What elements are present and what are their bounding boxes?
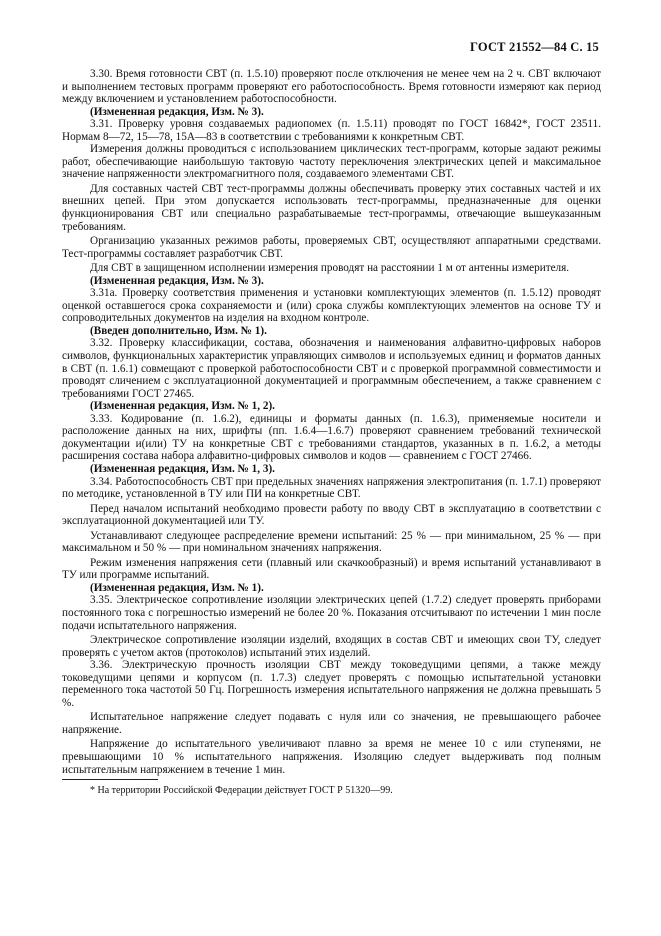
paragraph-3-33: 3.33. Кодирование (п. 1.6.2), единицы и форматы данных (п. 1.6.3), применяемые носители и расположение данных на них, шрифты (пп. 1.6.4—1.6.7) проверяют сравнением требований технической документации и(или) ТУ на конкретные СВТ с требованиями стандартов, указанных в п. 1.6.2, а методы расширения состава набора алфавитно-цифровых символов и кодов — сравнением с ГОСТ 27466. (62, 412, 601, 463)
paragraph-3-35: 3.35. Электрическое сопротивление изоляции электрических цепей (1.7.2) следует проверять приборами постоянного тока с погрешностью измерений не более 20 %. Показания отсчитывают по истечении 1 мин после подачи испытательного напряжения. (62, 594, 601, 632)
paragraph-3-32: 3.32. Проверку классификации, состава, обозначения и наименования алфавитно-цифровых наборов символов, функциональных характеристик управляющих символов и используемых единиц и форматов данных в СВТ (п. 1.6.1) совмещают с проверкой работоспособности СВТ и с проверкой программной совместимости и проводят сличением с эксплуатационной документацией и программным обеспечением, а также сравнением с требованиями ГОСТ 27465. (62, 337, 601, 400)
paragraph-3-31a: 3.31а. Проверку соответствия применения и установки комплектующих элементов (п. 1.5.12) проводят оценкой оставшегося срока сохраняемости и (или) срока службы комплектующих элементов на основе ТУ и сопроводительных документов на изделия на входном контроле. (62, 287, 601, 325)
paragraph-3-34: 3.34. Работоспособность СВТ при предельных значениях напряжения электропитания (п. 1.7.1) проверяют по методике, установленной в ТУ или ПИ на конкретные СВТ. (62, 475, 601, 501)
amendment-note: (Введен дополнительно, Изм. № 1). (90, 324, 267, 337)
footnote-rule (62, 779, 158, 780)
paragraph-3-36: 3.36. Электрическую прочность изоляции СВТ между токоведущими цепями, а также между токоведущими цепями и корпусом (п. 1.7.3) следует проверять с помощью испытательной установки переменного тока частотой 50 Гц. Погрешность измерения испытательного напряжения не должна превышать 5 %. (62, 659, 601, 709)
amendment-note: (Измененная редакция, Изм. № 3). (90, 274, 264, 287)
footnote: * На территории Российской Федерации действует ГОСТ Р 51320—99. (90, 785, 393, 796)
paragraph-3-31: 3.31. Проверку уровня создаваемых радиопомех (п. 1.5.11) проводят по ГОСТ 16842*, ГОСТ 23511. Нормам 8—72, 15—78, 15А—83 в соответствии с требованиями к конкретным СВТ. (62, 118, 601, 143)
paragraph: Режим изменения напряжения сети (плавный или скачкообразный) и время испытаний устанавливают в ТУ или программе испытаний. (62, 556, 601, 582)
paragraph: Организацию указанных режимов работы, проверяемых СВТ, осуществляют аппаратными средствами. Тест-программы составляет разработчик СВТ. (62, 235, 601, 260)
paragraph: Измерения должны проводиться с использованием циклических тест-программ, которые задают режимы работ, обеспечивающие наибольшую тактовую частоту переключения электрических цепей и максимальное значение напряженности электромагнитного поля, создаваемого элементами СВТ. (62, 143, 601, 181)
amendment-note: (Измененная редакция, Изм. № 1, 3). (90, 462, 275, 475)
paragraph: Для составных частей СВТ тест-программы должны обеспечивать проверку этих составных частей и их внешних цепей. При этом допускается использовать тест-программы, предназначенные для оценки функционирования СВТ или специально разрабатываемые тест-программы, отвечающие вышеуказанным требованиям. (62, 182, 601, 233)
amendment-note: (Измененная редакция, Изм. № 3). (90, 105, 264, 118)
running-head: ГОСТ 21552—84 С. 15 (470, 40, 599, 54)
paragraph: Устанавливают следующее распределение времени испытаний: 25 % — при минимальном, 25 % — при максимальном и 50 % — при номинальном значениях напряжения. (62, 529, 601, 555)
paragraph: Испытательное напряжение следует подавать с нуля или со значения, не превышающего рабочее напряжение. (62, 711, 601, 736)
paragraph: Для СВТ в защищенном исполнении измерения проводят на расстоянии 1 м от антенны измерителя. (90, 262, 570, 275)
document-body (62, 68, 601, 776)
paragraph: Перед началом испытаний необходимо провести работу по вводу СВТ в эксплуатацию в соответствии с эксплуатационной документацией или ТУ. (62, 502, 601, 528)
amendment-note: (Измененная редакция, Изм. № 1, 2). (90, 400, 275, 413)
paragraph-3-30: 3.30. Время готовности СВТ (п. 1.5.10) проверяют после отключения не менее чем на 2 ч. СВТ включают и выполнением тестовых программ проверяют его работоспособность. Время готовности измеряют как период между включением и установлением работоспособности. (62, 68, 601, 106)
amendment-note: (Измененная редакция, Изм. № 1). (90, 581, 264, 594)
paragraph: Напряжение до испытательного увеличивают плавно за время не менее 10 с или ступенями, не превышающими 10 % испытательного напряжения. Изоляцию следует выдерживать под полным испытательным напряжением в течение 1 мин. (62, 738, 601, 776)
paragraph: Электрическое сопротивление изоляции изделий, входящих в состав СВТ и имеющих свои ТУ, следует проверять с учетом актов (протоколов) испытаний этих изделий. (62, 634, 601, 659)
